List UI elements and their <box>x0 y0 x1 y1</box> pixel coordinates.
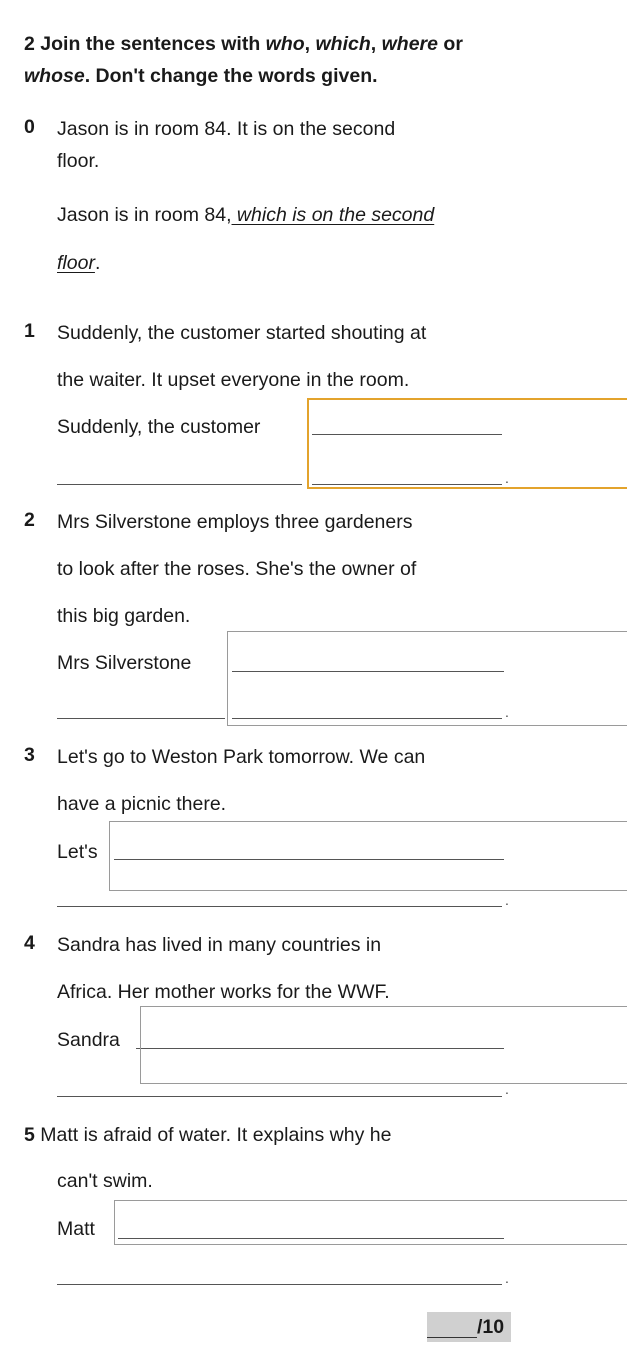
instruction-number: 2 <box>24 33 35 55</box>
item-3-line-1: Let's go to Weston Park tomorrow. We can <box>57 746 426 768</box>
item-5-line-1 <box>24 1121 391 1149</box>
item-4-period: . <box>505 1081 509 1097</box>
item-1-starter: Suddenly, the customer <box>57 416 261 438</box>
instruction-text: or <box>437 33 463 55</box>
item-2-period: . <box>505 704 509 720</box>
item-5-starter: Matt <box>57 1218 95 1240</box>
item-5-period: . <box>505 1270 509 1286</box>
item-2-answer-box[interactable] <box>227 631 627 726</box>
item-2-answer-line-2a <box>57 718 225 719</box>
item-4-line-1: Sandra has lived in many countries in <box>57 934 382 956</box>
item-3-answer-box[interactable] <box>109 821 627 891</box>
example-answer-prefix: Jason is in room 84, <box>57 204 232 226</box>
item-1-line-1: Suddenly, the customer started shouting at <box>57 322 427 344</box>
item-4-line-2: Africa. Her mother works for the WWF. <box>57 981 390 1003</box>
item-3-starter: Let's <box>57 841 98 863</box>
item-2-line-2: to look after the roses. She's the owner of <box>57 558 417 580</box>
instruction-sep: , <box>304 33 316 55</box>
score-label: /10 <box>477 1316 505 1338</box>
keyword-who: who <box>265 33 305 55</box>
item-3-period: . <box>505 892 509 908</box>
example-number: 0 <box>24 116 35 138</box>
example-answer-period: . <box>94 252 101 274</box>
item-2-line-1: Mrs Silverstone employs three gardeners <box>57 511 413 533</box>
item-number-3: 3 <box>24 744 35 766</box>
item-3-answer-line-2 <box>57 906 502 907</box>
item-1-line-2: the waiter. It upset everyone in the room. <box>57 369 410 391</box>
item-1-period: . <box>505 470 509 486</box>
item-1-answer-box[interactable] <box>307 398 627 489</box>
item-5-line-2: can't swim. <box>57 1170 153 1192</box>
keyword-which: which <box>315 33 371 55</box>
example-line-2: floor. <box>57 150 100 172</box>
item-2-starter: Mrs Silverstone <box>57 652 192 674</box>
item-4-answer-box[interactable] <box>140 1006 627 1084</box>
instruction-text: Join the sentences with <box>40 33 266 55</box>
example-answer-line-2 <box>57 250 100 276</box>
item-2-line-3: this big garden. <box>57 605 191 627</box>
item-number-4: 4 <box>24 932 35 954</box>
item-5-answer-box[interactable] <box>114 1200 627 1245</box>
item-1-answer-line-2a <box>57 484 302 485</box>
example-answer-text: which is on the second <box>231 204 435 226</box>
item-number-2: 2 <box>24 509 35 531</box>
item-4-answer-line-2 <box>57 1096 502 1097</box>
instruction-line-1 <box>24 30 463 58</box>
item-3-line-2: have a picnic there. <box>57 793 227 815</box>
item-number-1: 1 <box>24 320 35 342</box>
example-line-1: Jason is in room 84. It is on the second <box>57 118 396 140</box>
item-5-answer-line-2 <box>57 1284 502 1285</box>
item-4-starter: Sandra <box>57 1029 120 1051</box>
keyword-whose: whose <box>24 65 85 87</box>
item-number-5: 5 <box>24 1124 35 1146</box>
instruction-line-2 <box>24 62 378 90</box>
example-answer-text: floor <box>57 252 95 274</box>
item-5-text: Matt is afraid of water. It explains why he <box>40 1124 392 1146</box>
keyword-where: where <box>381 33 438 55</box>
example-answer-line-1 <box>57 202 434 228</box>
instruction-text: . Don't change the words given. <box>84 65 378 87</box>
score-blank <box>427 1337 477 1338</box>
instruction-sep: , <box>370 33 382 55</box>
